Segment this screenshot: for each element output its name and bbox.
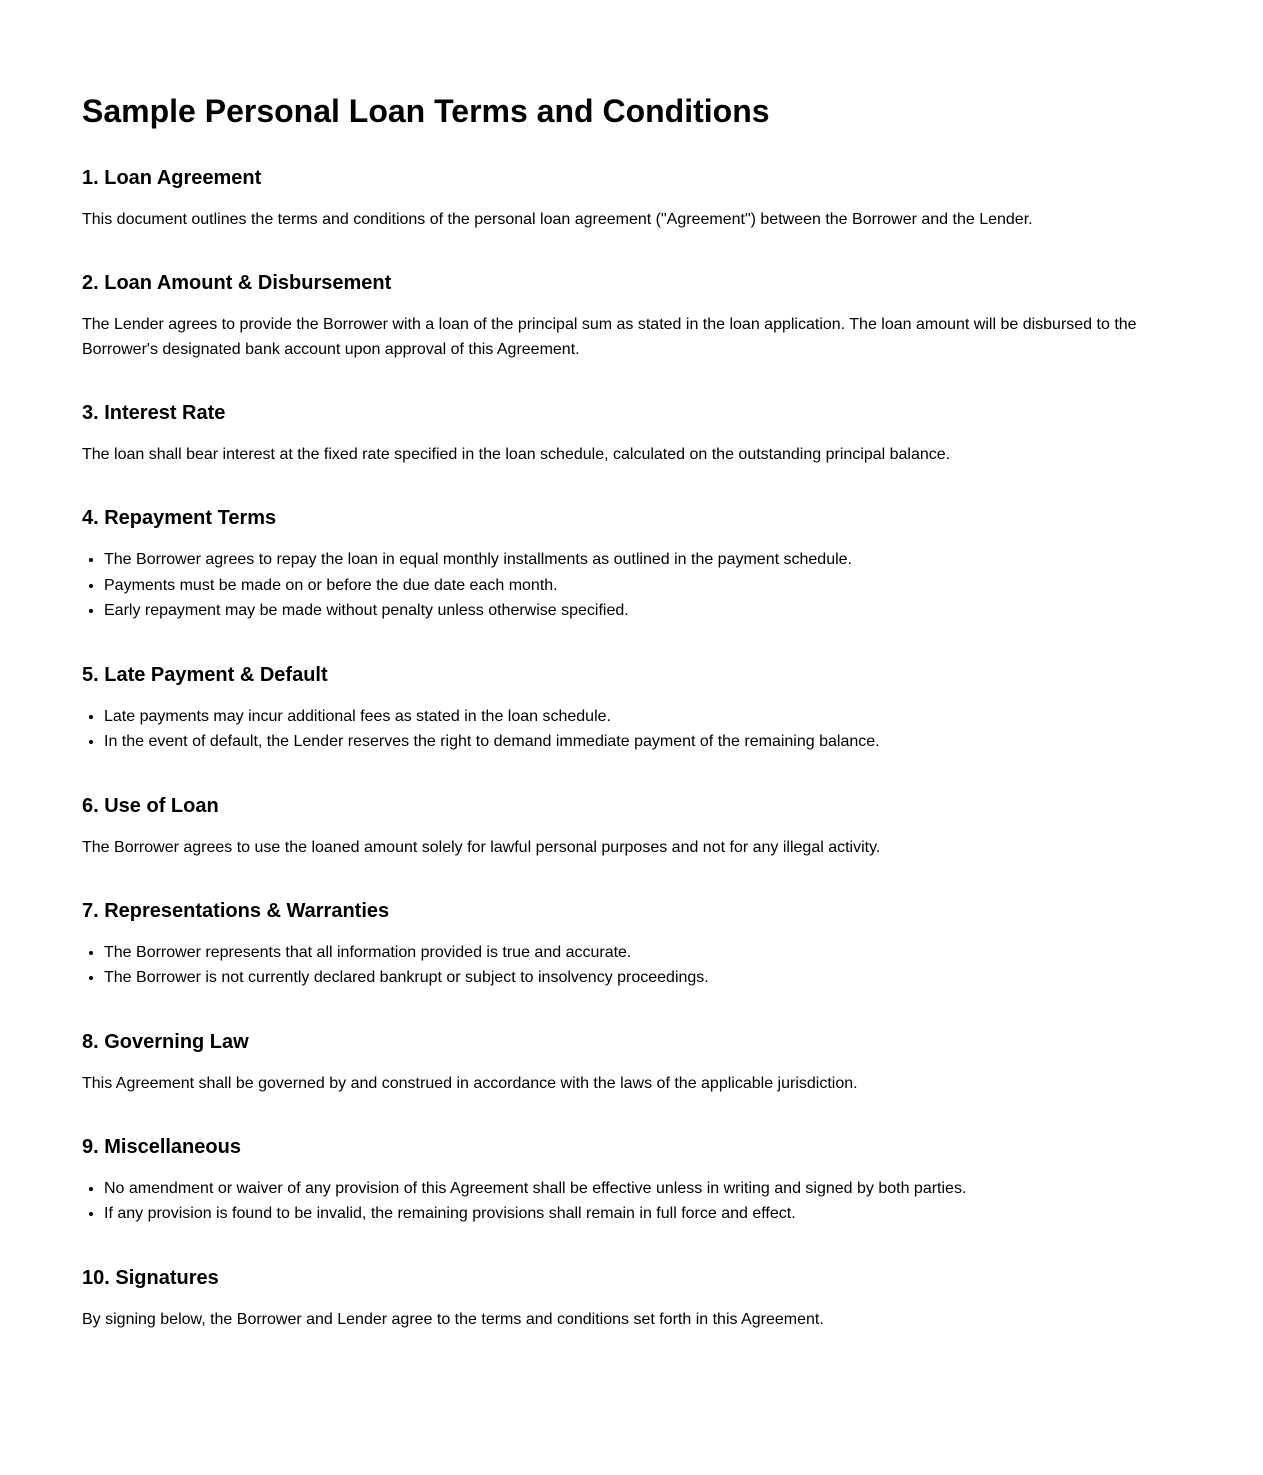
bullet-list: [82, 940, 1182, 991]
list-item: • Late payments may incur additional fees as stated in the loan schedule.: [104, 704, 1182, 730]
section-governing-law: [82, 1025, 1182, 1096]
section-paragraph: The Lender agrees to provide the Borrower with a loan of the principal sum as stated in the loan application. The loan amount will be disbursed to the Borrower's designated bank account upon approval of this Agreement.: [82, 316, 1137, 358]
section-heading: 7. Representations & Warranties: [82, 899, 390, 922]
section-heading: 9. Miscellaneous: [82, 1135, 241, 1158]
bullet-list: [82, 547, 1182, 624]
document-title: Sample Personal Loan Terms and Conditions: [82, 93, 770, 129]
section-heading: 6. Use of Loan: [82, 794, 219, 817]
section-paragraph: The loan shall bear interest at the fixed rate specified in the loan schedule, calculated on the outstanding principal balance.: [82, 446, 951, 463]
section-heading: 8. Governing Law: [82, 1030, 249, 1053]
list-item: • The Borrower agrees to repay the loan in equal monthly installments as outlined in the payment schedule.: [104, 547, 1182, 573]
section-paragraph: This Agreement shall be governed by and construed in accordance with the laws of the applicable jurisdiction.: [82, 1074, 858, 1092]
section-heading: 5. Late Payment & Default: [82, 663, 328, 686]
list-item: • No amendment or waiver of any provision of this Agreement shall be effective unless in writing and signed by both parties.: [104, 1176, 1182, 1202]
list-item: • The Borrower is not currently declared bankrupt or subject to insolvency proceedings.: [104, 965, 1182, 991]
list-item: • The Borrower represents that all information provided is true and accurate.: [104, 940, 1182, 966]
document-body: [82, 0, 1182, 1328]
bullet-list: [82, 704, 1182, 755]
section-use-of-loan: [82, 789, 1182, 860]
section-heading: 3. Interest Rate: [82, 402, 226, 424]
sections-container: [82, 161, 1182, 1366]
section-loan-amount: [82, 266, 1182, 362]
section-paragraph: By signing below, the Borrower and Lender agree to the terms and conditions set forth in this Agreement.: [82, 1310, 824, 1328]
section-interest-rate: [82, 396, 1182, 467]
section-paragraph: This document outlines the terms and conditions of the personal loan agreement ("Agreement") between the Borrower and the Lender.: [82, 211, 1033, 228]
section-late-payment: [82, 658, 1182, 755]
section-heading: 2. Loan Amount & Disbursement: [82, 272, 392, 294]
list-item: • Payments must be made on or before the due date each month.: [104, 573, 1182, 599]
list-item: • Early repayment may be made without penalty unless otherwise specified.: [104, 598, 1182, 624]
section-representations: [82, 894, 1182, 991]
section-heading: 1. Loan Agreement: [82, 167, 262, 189]
section-heading: 10. Signatures: [82, 1266, 219, 1289]
section-loan-agreement: [82, 161, 1182, 232]
section-miscellaneous: [82, 1130, 1182, 1227]
bullet-list: [82, 1176, 1182, 1227]
list-item: • In the event of default, the Lender reserves the right to demand immediate payment of the remaining balance.: [104, 729, 1182, 755]
section-paragraph: The Borrower agrees to use the loaned amount solely for lawful personal purposes and not for any illegal activity.: [82, 838, 881, 856]
list-item: • If any provision is found to be invalid, the remaining provisions shall remain in full force and effect.: [104, 1201, 1182, 1227]
section-heading: 4. Repayment Terms: [82, 507, 277, 529]
section-repayment-terms: [82, 501, 1182, 624]
section-signatures: [82, 1261, 1182, 1332]
